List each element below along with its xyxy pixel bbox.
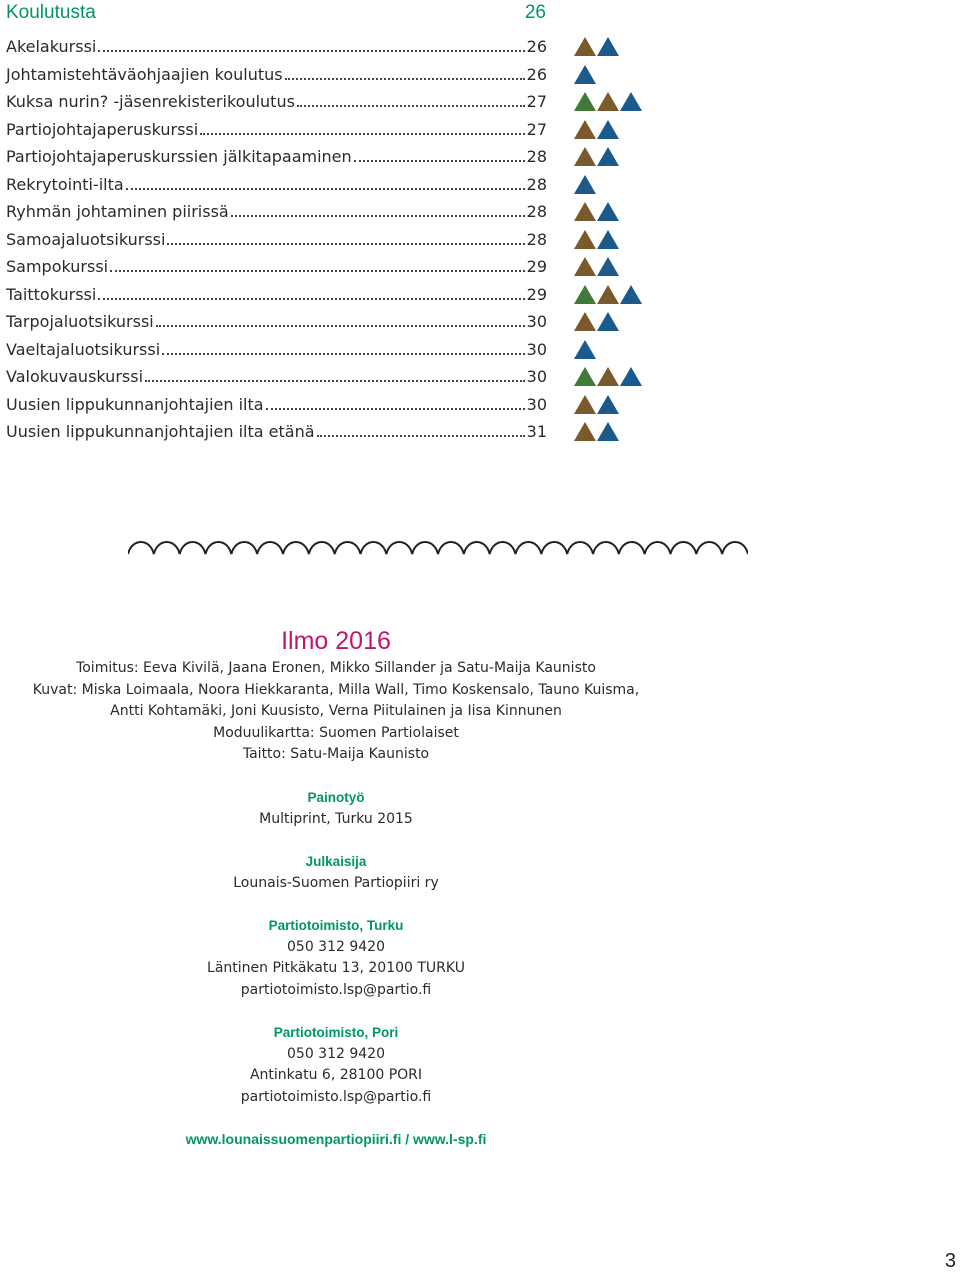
toc-entry — [6, 281, 547, 308]
age-level-icons — [574, 37, 620, 57]
office-turku-address: Läntinen Pitkäkatu 13, 20100 TURKU — [207, 960, 465, 976]
toc-entry-title: Rekrytointi-ilta — [6, 174, 124, 194]
age-level-icons — [574, 230, 620, 250]
toc-entry-page: 30 — [526, 312, 547, 331]
brown-triangle-icon — [574, 120, 596, 139]
age-level-icons — [574, 422, 620, 442]
blue-triangle-icon — [620, 367, 642, 386]
dot-leader — [110, 270, 525, 272]
brown-triangle-icon — [597, 285, 619, 304]
toc-entry — [6, 336, 547, 363]
toc-row — [6, 33, 646, 61]
blue-triangle-icon — [574, 175, 596, 194]
toc-row — [6, 336, 646, 364]
toc-entry-page: 29 — [526, 257, 547, 276]
photos-line-2: Antti Kohtamäki, Joni Kuusisto, Verna Piitulainen ja Iisa Kinnunen — [110, 703, 562, 719]
dot-leader — [98, 298, 524, 300]
editors-line: Toimitus: Eeva Kivilä, Jaana Eronen, Mikko Sillander ja Satu-Maija Kaunisto — [76, 660, 596, 676]
age-level-icons — [574, 285, 643, 305]
brown-triangle-icon — [574, 202, 596, 221]
toc-entry-page: 26 — [526, 37, 547, 56]
age-level-icons — [574, 175, 597, 195]
toc-row — [6, 198, 646, 226]
toc-row — [6, 171, 646, 199]
office-turku-email[interactable]: partiotoimisto.lsp@partio.fi — [240, 981, 432, 998]
toc-entry — [6, 143, 547, 170]
blue-triangle-icon — [597, 257, 619, 276]
blue-triangle-icon — [597, 120, 619, 139]
table-of-contents — [6, 33, 646, 446]
office-turku-phone: 050 312 9420 — [287, 938, 385, 955]
print-value: Multiprint, Turku 2015 — [259, 810, 413, 827]
age-level-icons — [574, 340, 597, 360]
toc-entry-page: 28 — [526, 229, 547, 249]
blue-triangle-icon — [574, 340, 596, 359]
dot-leader — [354, 160, 525, 162]
toc-entry-title: Taittokurssi — [6, 284, 97, 304]
dot-leader — [266, 408, 525, 410]
brown-triangle-icon — [574, 37, 596, 56]
section-header — [6, 2, 546, 30]
dot-leader — [200, 133, 524, 135]
toc-row — [6, 391, 646, 419]
toc-row — [6, 418, 646, 446]
toc-entry-title: Tarpojaluotsikurssi — [6, 312, 154, 331]
green-triangle-icon — [574, 285, 596, 304]
toc-entry — [6, 253, 547, 280]
toc-row — [6, 143, 646, 171]
toc-row — [6, 226, 646, 254]
toc-entry-title: Sampokurssi — [6, 257, 109, 276]
toc-row — [6, 363, 646, 391]
toc-entry — [6, 363, 547, 390]
dot-leader — [126, 188, 525, 190]
toc-row — [6, 116, 646, 144]
toc-entry — [6, 308, 547, 335]
toc-row — [6, 308, 646, 336]
toc-entry-page: 26 — [526, 64, 547, 84]
blue-triangle-icon — [620, 285, 642, 304]
photos-line-1: Kuvat: Miska Loimaala, Noora Hiekkaranta, Milla Wall, Timo Koskensalo, Tauno Kuisma, — [32, 681, 640, 698]
dot-leader — [145, 380, 525, 382]
wave-divider — [128, 536, 748, 562]
age-level-icons — [574, 92, 643, 112]
brown-triangle-icon — [597, 367, 619, 386]
section-page-number: 26 — [524, 2, 546, 23]
dot-leader — [297, 105, 525, 107]
blue-triangle-icon — [597, 312, 619, 331]
layout-line: Taitto: Satu-Maija Kaunisto — [242, 746, 430, 762]
toc-entry-title: Ryhmän johtaminen piirissä — [6, 202, 229, 221]
toc-entry — [6, 198, 547, 225]
toc-entry — [6, 226, 547, 253]
toc-entry-page: 30 — [526, 339, 547, 359]
brown-triangle-icon — [574, 422, 596, 441]
age-level-icons — [574, 257, 620, 277]
publisher-header: Julkaisija — [305, 854, 367, 869]
dot-leader — [285, 78, 525, 80]
toc-entry-title: Akelakurssi — [6, 37, 97, 56]
toc-row — [6, 281, 646, 309]
toc-entry-title: Valokuvauskurssi — [6, 367, 144, 386]
toc-entry — [6, 116, 547, 143]
toc-entry-title: Uusien lippukunnanjohtajien ilta etänä — [6, 422, 315, 441]
blue-triangle-icon — [574, 65, 596, 84]
age-level-icons — [574, 65, 597, 85]
website-links[interactable]: www.lounaissuomenpartiopiiri.fi / www.l-sp.fi — [185, 1131, 487, 1147]
module-map-line: Moduulikartta: Suomen Partiolaiset — [213, 724, 459, 741]
toc-entry — [6, 171, 547, 198]
magazine-title: Ilmo 2016 — [281, 627, 391, 655]
age-level-icons — [574, 120, 620, 140]
toc-entry-page: 30 — [526, 394, 547, 414]
section-title: Koulutusta — [6, 2, 96, 23]
dot-leader — [156, 325, 525, 327]
blue-triangle-icon — [597, 37, 619, 56]
green-triangle-icon — [574, 367, 596, 386]
toc-entry — [6, 391, 547, 418]
print-header: Painotyö — [307, 790, 365, 805]
toc-entry — [6, 88, 547, 115]
brown-triangle-icon — [574, 395, 596, 414]
page-number: 3 — [944, 1250, 956, 1272]
age-level-icons — [574, 202, 620, 222]
dot-leader — [231, 215, 525, 217]
dot-leader — [167, 243, 524, 245]
green-triangle-icon — [574, 92, 596, 111]
toc-entry-page: 28 — [526, 174, 547, 194]
blue-triangle-icon — [597, 422, 619, 441]
age-level-icons — [574, 312, 620, 332]
office-turku-header: Partiotoimisto, Turku — [268, 918, 404, 933]
blue-triangle-icon — [597, 147, 619, 166]
age-level-icons — [574, 395, 620, 415]
toc-row — [6, 88, 646, 116]
age-level-icons — [574, 147, 620, 167]
dot-leader — [317, 435, 525, 437]
toc-entry-title: Kuksa nurin? -jäsenrekisterikoulutus — [6, 92, 295, 111]
office-pori-email[interactable]: partiotoimisto.lsp@partio.fi — [240, 1088, 432, 1105]
toc-entry-title: Samoajaluotsikurssi — [6, 229, 166, 249]
blue-triangle-icon — [620, 92, 642, 111]
blue-triangle-icon — [597, 230, 619, 249]
brown-triangle-icon — [574, 257, 596, 276]
toc-entry-page: 27 — [526, 92, 547, 111]
toc-row — [6, 61, 646, 89]
toc-entry-page: 31 — [526, 422, 547, 441]
blue-triangle-icon — [597, 395, 619, 414]
toc-entry-page: 28 — [526, 147, 547, 166]
toc-entry-page: 27 — [526, 119, 547, 139]
office-pori-address: Antinkatu 6, 28100 PORI — [249, 1067, 423, 1083]
toc-entry — [6, 61, 547, 88]
toc-entry-page: 29 — [526, 284, 547, 304]
toc-entry-title: Partiojohtajaperuskurssien jälkitapaaminen — [6, 147, 352, 166]
toc-entry-title: Uusien lippukunnanjohtajien ilta — [6, 394, 264, 414]
dot-leader — [98, 50, 524, 52]
brown-triangle-icon — [574, 230, 596, 249]
credits-block — [0, 624, 672, 1151]
toc-entry-title: Vaeltajaluotsikurssi — [6, 339, 161, 359]
toc-row — [6, 253, 646, 281]
age-level-icons — [574, 367, 643, 387]
toc-entry — [6, 418, 547, 445]
brown-triangle-icon — [597, 92, 619, 111]
toc-entry-title: Johtamistehtäväohjaajien koulutus — [6, 64, 283, 84]
office-pori-header: Partiotoimisto, Pori — [273, 1025, 399, 1040]
dot-leader — [162, 353, 524, 355]
brown-triangle-icon — [574, 312, 596, 331]
toc-entry-page: 30 — [526, 367, 547, 386]
toc-entry-page: 28 — [526, 202, 547, 221]
brown-triangle-icon — [574, 147, 596, 166]
toc-entry-title: Partiojohtajaperuskurssi — [6, 119, 199, 139]
publisher-value: Lounais-Suomen Partiopiiri ry — [233, 874, 439, 891]
office-pori-phone: 050 312 9420 — [287, 1045, 385, 1062]
blue-triangle-icon — [597, 202, 619, 221]
toc-entry — [6, 33, 547, 60]
